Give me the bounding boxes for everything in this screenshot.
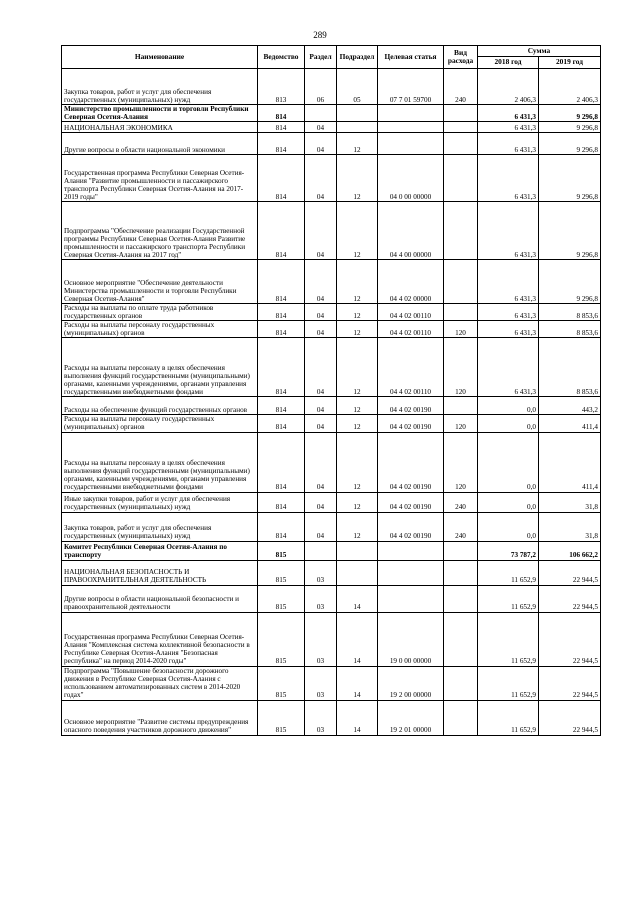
row-subsection: 12 — [337, 304, 378, 321]
table-row — [62, 260, 601, 304]
row-section: 04 — [305, 155, 337, 202]
table-row — [62, 202, 601, 260]
row-subsection: 12 — [337, 432, 378, 492]
header-dept: Ведомство — [258, 46, 305, 69]
row-amount-2019: 31,8 — [539, 512, 601, 541]
row-dept: 814 — [258, 122, 305, 133]
row-expense-type — [444, 155, 478, 202]
row-amount-2019: 411,4 — [539, 415, 601, 432]
row-amount-2018: 6 431,3 — [478, 338, 539, 397]
header-sum: Сумма — [478, 46, 601, 57]
row-name: Другие вопросы в области национальной безопасности и правоохранительной деятельности — [62, 585, 258, 612]
row-amount-2019: 411,4 — [539, 432, 601, 492]
row-section: 04 — [305, 260, 337, 304]
row-name: Государственная программа Республики Северная Осетия-Алания "Развитие промышленности и пассажирского транспорта Республики Северная Осетия-Алания на 2017-2019 годы" — [62, 155, 258, 202]
row-amount-2018: 0,0 — [478, 512, 539, 541]
row-target — [378, 560, 444, 585]
row-dept: 815 — [258, 700, 305, 735]
row-section: 04 — [305, 338, 337, 397]
row-section: 03 — [305, 666, 337, 700]
row-expense-type — [444, 700, 478, 735]
header-year-2018: 2018 год — [478, 57, 539, 69]
row-target — [378, 105, 444, 122]
row-section: 04 — [305, 512, 337, 541]
row-section — [305, 105, 337, 122]
table-body — [62, 69, 601, 736]
table-row — [62, 321, 601, 338]
table-row — [62, 105, 601, 122]
row-amount-2018: 2 406,3 — [478, 69, 539, 105]
row-name: Расходы на обеспечение функций государственных органов — [62, 397, 258, 415]
table-row — [62, 612, 601, 666]
row-target: 19 2 00 00000 — [378, 666, 444, 700]
row-expense-type: 120 — [444, 321, 478, 338]
row-name: Государственная программа Республики Северная Осетия-Алания "Комплексная система коллективной безопасности в Республике Северная Осетия-Алания "Безопасная республика" на период 2014-2020 годы" — [62, 612, 258, 666]
row-amount-2019: 2 406,3 — [539, 69, 601, 105]
row-target: 19 2 01 00000 — [378, 700, 444, 735]
row-name: Расходы на выплаты по оплате труда работников государственных органов — [62, 304, 258, 321]
row-subsection: 12 — [337, 397, 378, 415]
row-target: 04 4 02 00000 — [378, 260, 444, 304]
row-dept: 814 — [258, 492, 305, 512]
row-target: 04 4 02 00190 — [378, 397, 444, 415]
row-dept: 814 — [258, 397, 305, 415]
row-expense-type: 240 — [444, 69, 478, 105]
table-row — [62, 666, 601, 700]
row-subsection: 12 — [337, 155, 378, 202]
row-target: 04 4 02 00190 — [378, 512, 444, 541]
row-name: Иные закупки товаров, работ и услуг для обеспечения государственных (муниципальных) нужд — [62, 492, 258, 512]
row-amount-2019: 9 296,8 — [539, 155, 601, 202]
row-amount-2018: 6 431,3 — [478, 260, 539, 304]
row-subsection: 05 — [337, 69, 378, 105]
row-target: 07 7 01 59700 — [378, 69, 444, 105]
header-expense-type: Вид расхода — [444, 46, 478, 69]
row-dept: 815 — [258, 560, 305, 585]
row-amount-2019: 9 296,8 — [539, 105, 601, 122]
row-section: 04 — [305, 133, 337, 155]
row-target: 04 4 02 00190 — [378, 415, 444, 432]
row-section: 04 — [305, 397, 337, 415]
row-expense-type — [444, 202, 478, 260]
row-expense-type — [444, 541, 478, 560]
row-amount-2018: 6 431,3 — [478, 105, 539, 122]
row-section — [305, 541, 337, 560]
row-name: Комитет Республики Северная Осетия-Алания по транспорту — [62, 541, 258, 560]
table-row — [62, 585, 601, 612]
table-row — [62, 700, 601, 735]
row-name: Расходы на выплаты персоналу государственных (муниципальных) органов — [62, 415, 258, 432]
row-amount-2018: 11 652,9 — [478, 666, 539, 700]
row-target: 04 4 00 00000 — [378, 202, 444, 260]
row-name: Подпрограмма "Обеспечение реализации Государственной программы Республики Северная Осетия-Алания Развитие промышленности и пассажирского транспорта Республики Северная Осетия-Алания на 2017 год" — [62, 202, 258, 260]
row-expense-type: 120 — [444, 432, 478, 492]
row-name: Расходы на выплаты персоналу государственных (муниципальных) органов — [62, 321, 258, 338]
table-row — [62, 397, 601, 415]
row-amount-2019: 9 296,8 — [539, 260, 601, 304]
row-name: Расходы на выплаты персоналу в целях обеспечения выполнения функций государственными (муниципальными) органами, казенными учреждениями, органами управления государственными внебюджетными фондами — [62, 432, 258, 492]
row-expense-type — [444, 666, 478, 700]
row-target: 19 0 00 00000 — [378, 612, 444, 666]
row-name: Подпрограмма "Повышение безопасности дорожного движения в Республике Северная Осетия-Алания с использованием автоматизированных систем в 2014-2020 годах" — [62, 666, 258, 700]
row-target: 04 4 02 00190 — [378, 492, 444, 512]
header-name: Наименование — [62, 46, 258, 69]
row-subsection: 14 — [337, 700, 378, 735]
row-amount-2018: 0,0 — [478, 432, 539, 492]
row-expense-type — [444, 304, 478, 321]
row-target: 04 4 02 00110 — [378, 321, 444, 338]
row-subsection: 12 — [337, 133, 378, 155]
table-row — [62, 512, 601, 541]
row-amount-2019: 22 944,5 — [539, 666, 601, 700]
row-section: 04 — [305, 304, 337, 321]
row-expense-type — [444, 397, 478, 415]
row-expense-type: 120 — [444, 338, 478, 397]
table-row — [62, 155, 601, 202]
row-amount-2019: 9 296,8 — [539, 122, 601, 133]
row-section: 03 — [305, 612, 337, 666]
row-dept: 814 — [258, 512, 305, 541]
row-amount-2019: 31,8 — [539, 492, 601, 512]
row-dept: 814 — [258, 133, 305, 155]
row-subsection: 12 — [337, 492, 378, 512]
row-amount-2018: 6 431,3 — [478, 122, 539, 133]
row-name: НАЦИОНАЛЬНАЯ ЭКОНОМИКА — [62, 122, 258, 133]
row-dept: 814 — [258, 321, 305, 338]
table-row — [62, 492, 601, 512]
row-name: НАЦИОНАЛЬНАЯ БЕЗОПАСНОСТЬ И ПРАВООХРАНИТЕЛЬНАЯ ДЕЯТЕЛЬНОСТЬ — [62, 560, 258, 585]
row-dept: 814 — [258, 260, 305, 304]
row-target — [378, 133, 444, 155]
row-target: 04 0 00 00000 — [378, 155, 444, 202]
row-section: 06 — [305, 69, 337, 105]
row-expense-type — [444, 612, 478, 666]
row-dept: 814 — [258, 304, 305, 321]
row-amount-2018: 0,0 — [478, 397, 539, 415]
row-subsection — [337, 560, 378, 585]
row-amount-2018: 11 652,9 — [478, 612, 539, 666]
row-expense-type — [444, 260, 478, 304]
row-amount-2019: 22 944,5 — [539, 700, 601, 735]
row-expense-type: 240 — [444, 512, 478, 541]
row-section: 04 — [305, 122, 337, 133]
row-subsection: 12 — [337, 512, 378, 541]
row-expense-type: 240 — [444, 492, 478, 512]
row-amount-2019: 8 853,6 — [539, 321, 601, 338]
row-amount-2019: 22 944,5 — [539, 585, 601, 612]
header-target: Целевая статья — [378, 46, 444, 69]
row-name: Закупка товаров, работ и услуг для обеспечения государственных (муниципальных) нужд — [62, 512, 258, 541]
row-subsection: 12 — [337, 202, 378, 260]
row-section: 03 — [305, 585, 337, 612]
table-row — [62, 560, 601, 585]
row-expense-type: 120 — [444, 415, 478, 432]
row-section: 04 — [305, 321, 337, 338]
row-section: 04 — [305, 432, 337, 492]
header-year-2019: 2019 год — [539, 57, 601, 69]
row-target — [378, 541, 444, 560]
page-number: 289 — [313, 30, 327, 40]
row-target — [378, 585, 444, 612]
row-name: Закупка товаров, работ и услуг для обеспечения государственных (муниципальных) нужд — [62, 69, 258, 105]
row-amount-2018: 73 787,2 — [478, 541, 539, 560]
row-subsection: 12 — [337, 321, 378, 338]
row-subsection: 12 — [337, 415, 378, 432]
row-dept: 815 — [258, 585, 305, 612]
row-name: Другие вопросы в области национальной экономики — [62, 133, 258, 155]
table-row — [62, 432, 601, 492]
row-section: 04 — [305, 202, 337, 260]
row-amount-2019: 106 662,2 — [539, 541, 601, 560]
row-amount-2018: 6 431,3 — [478, 321, 539, 338]
row-dept: 814 — [258, 432, 305, 492]
row-dept: 813 — [258, 69, 305, 105]
row-amount-2018: 6 431,3 — [478, 304, 539, 321]
header-section: Раздел — [305, 46, 337, 69]
row-expense-type — [444, 585, 478, 612]
row-dept: 815 — [258, 612, 305, 666]
row-expense-type — [444, 105, 478, 122]
row-amount-2018: 0,0 — [478, 415, 539, 432]
row-dept: 815 — [258, 541, 305, 560]
row-subsection — [337, 541, 378, 560]
row-section: 04 — [305, 492, 337, 512]
row-name: Расходы на выплаты персоналу в целях обеспечения выполнения функций государственными (муниципальными) органами, казенными учреждениями, органами управления государственными внебюджетными фондами — [62, 338, 258, 397]
row-amount-2019: 22 944,5 — [539, 560, 601, 585]
table-row — [62, 415, 601, 432]
row-amount-2018: 0,0 — [478, 492, 539, 512]
row-amount-2019: 443,2 — [539, 397, 601, 415]
row-amount-2018: 6 431,3 — [478, 155, 539, 202]
table-row — [62, 69, 601, 105]
table-row — [62, 541, 601, 560]
row-dept: 814 — [258, 202, 305, 260]
row-amount-2019: 22 944,5 — [539, 612, 601, 666]
table-row — [62, 338, 601, 397]
row-amount-2019: 9 296,8 — [539, 202, 601, 260]
row-expense-type — [444, 122, 478, 133]
row-amount-2019: 9 296,8 — [539, 133, 601, 155]
row-amount-2018: 11 652,9 — [478, 560, 539, 585]
row-expense-type — [444, 133, 478, 155]
row-target: 04 4 02 00110 — [378, 304, 444, 321]
row-amount-2019: 8 853,6 — [539, 304, 601, 321]
row-target: 04 4 02 00110 — [378, 338, 444, 397]
row-subsection — [337, 122, 378, 133]
row-amount-2018: 6 431,3 — [478, 133, 539, 155]
row-dept: 814 — [258, 415, 305, 432]
row-amount-2018: 11 652,9 — [478, 700, 539, 735]
row-amount-2018: 6 431,3 — [478, 202, 539, 260]
row-dept: 814 — [258, 338, 305, 397]
row-section: 03 — [305, 560, 337, 585]
row-amount-2019: 8 853,6 — [539, 338, 601, 397]
table-row — [62, 304, 601, 321]
row-subsection: 12 — [337, 338, 378, 397]
row-subsection: 12 — [337, 260, 378, 304]
table-row — [62, 122, 601, 133]
row-section: 03 — [305, 700, 337, 735]
row-target: 04 4 02 00190 — [378, 432, 444, 492]
row-subsection — [337, 105, 378, 122]
budget-table — [61, 45, 601, 736]
row-section: 04 — [305, 415, 337, 432]
row-subsection: 14 — [337, 612, 378, 666]
row-amount-2018: 11 652,9 — [478, 585, 539, 612]
row-name: Министерство промышленности и торговли Республики Северная Осетия-Алания — [62, 105, 258, 122]
row-name: Основное мероприятие "Обеспечение деятельности Министерства промышленности и торговли Республики Северная Осетия-Алания" — [62, 260, 258, 304]
row-dept: 814 — [258, 105, 305, 122]
header-subsection: Подраздел — [337, 46, 378, 69]
row-expense-type — [444, 560, 478, 585]
row-dept: 815 — [258, 666, 305, 700]
row-target — [378, 122, 444, 133]
row-subsection: 14 — [337, 585, 378, 612]
row-dept: 814 — [258, 155, 305, 202]
row-subsection: 14 — [337, 666, 378, 700]
row-name: Основное мероприятие "Развитие системы предупреждения опасного поведения участников дорожного движения" — [62, 700, 258, 735]
table-row — [62, 133, 601, 155]
